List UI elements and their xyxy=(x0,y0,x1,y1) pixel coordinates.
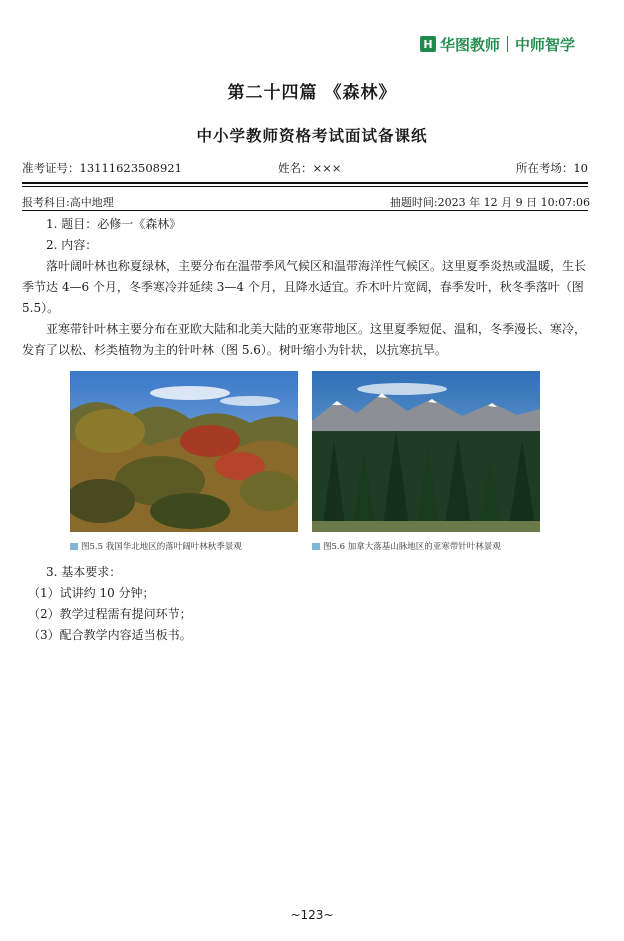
requirements-section xyxy=(22,562,592,646)
exam-id: 准考证号：13111623508921 xyxy=(22,161,182,175)
figure-deciduous-forest xyxy=(70,371,298,552)
logo-text-zhongshi: 中师智学 xyxy=(515,35,576,54)
divider-thick xyxy=(22,182,588,184)
paragraph-deciduous: 落叶阔叶林也称夏绿林，主要分布在温带季风气候区和温带海洋性气候区。这里夏季炎热或温暖，生长季节达 4—6 个月，冬季寒冷并延续 3—4 个月，且降水适宜。乔木叶片宽阔，春季发叶，秋冬季落叶（图 5.5）。 xyxy=(22,259,587,315)
exam-content xyxy=(22,214,592,361)
requirement-item: （1）试讲约 10 分钟； xyxy=(28,586,155,600)
topic-line: 1. 题目：必修一《森林》 xyxy=(46,217,182,231)
brand-logo xyxy=(420,34,575,54)
paragraph-coniferous: 亚寒带针叶林主要分布在亚欧大陆和北美大陆的亚寒带地区。这里夏季短促、温和，冬季漫长、寒冷，发育了以松、杉类植物为主的针叶林（图 5.6）。树叶缩小为针状，以抗寒抗旱。 xyxy=(22,322,587,357)
requirements-label: 3. 基本要求： xyxy=(46,565,122,579)
exam-subject: 报考科目:高中地理 xyxy=(22,196,114,209)
figure-caption xyxy=(312,540,540,552)
coniferous-forest-photo xyxy=(312,371,540,532)
caption-text: 图5.6 加拿大落基山脉地区的亚寒带针叶林景观 xyxy=(323,542,501,552)
candidate-name: 姓名：××× xyxy=(278,161,342,175)
caption-marker xyxy=(312,543,320,550)
divider-thin xyxy=(22,186,588,187)
deciduous-forest-photo xyxy=(70,371,298,532)
logo-text-huatu: 华图教师 xyxy=(440,35,501,54)
figure-coniferous-forest xyxy=(312,371,540,552)
requirement-item: （3）配合教学内容适当板书。 xyxy=(28,628,192,642)
page-number: ~123~ xyxy=(290,908,334,922)
figure-caption xyxy=(70,540,298,552)
divider-meta xyxy=(22,210,588,211)
caption-marker xyxy=(70,543,78,550)
requirement-item: （2）教学过程需有提问环节； xyxy=(28,607,192,621)
draw-time: 抽题时间:2023 年 12 月 9 日 10:07:06 xyxy=(389,196,590,209)
page-subtitle: 中小学教师资格考试面试备课纸 xyxy=(196,127,428,145)
candidate-info xyxy=(22,160,588,178)
caption-text: 图5.5 我国华北地区的落叶阔叶林秋季景观 xyxy=(81,542,242,552)
logo-mark-icon: H xyxy=(420,36,436,52)
logo-divider xyxy=(507,36,508,52)
exam-venue: 所在考场：10 xyxy=(515,161,588,175)
content-label: 2. 内容： xyxy=(46,238,98,252)
page-title: 第二十四篇 《森林》 xyxy=(227,83,397,103)
